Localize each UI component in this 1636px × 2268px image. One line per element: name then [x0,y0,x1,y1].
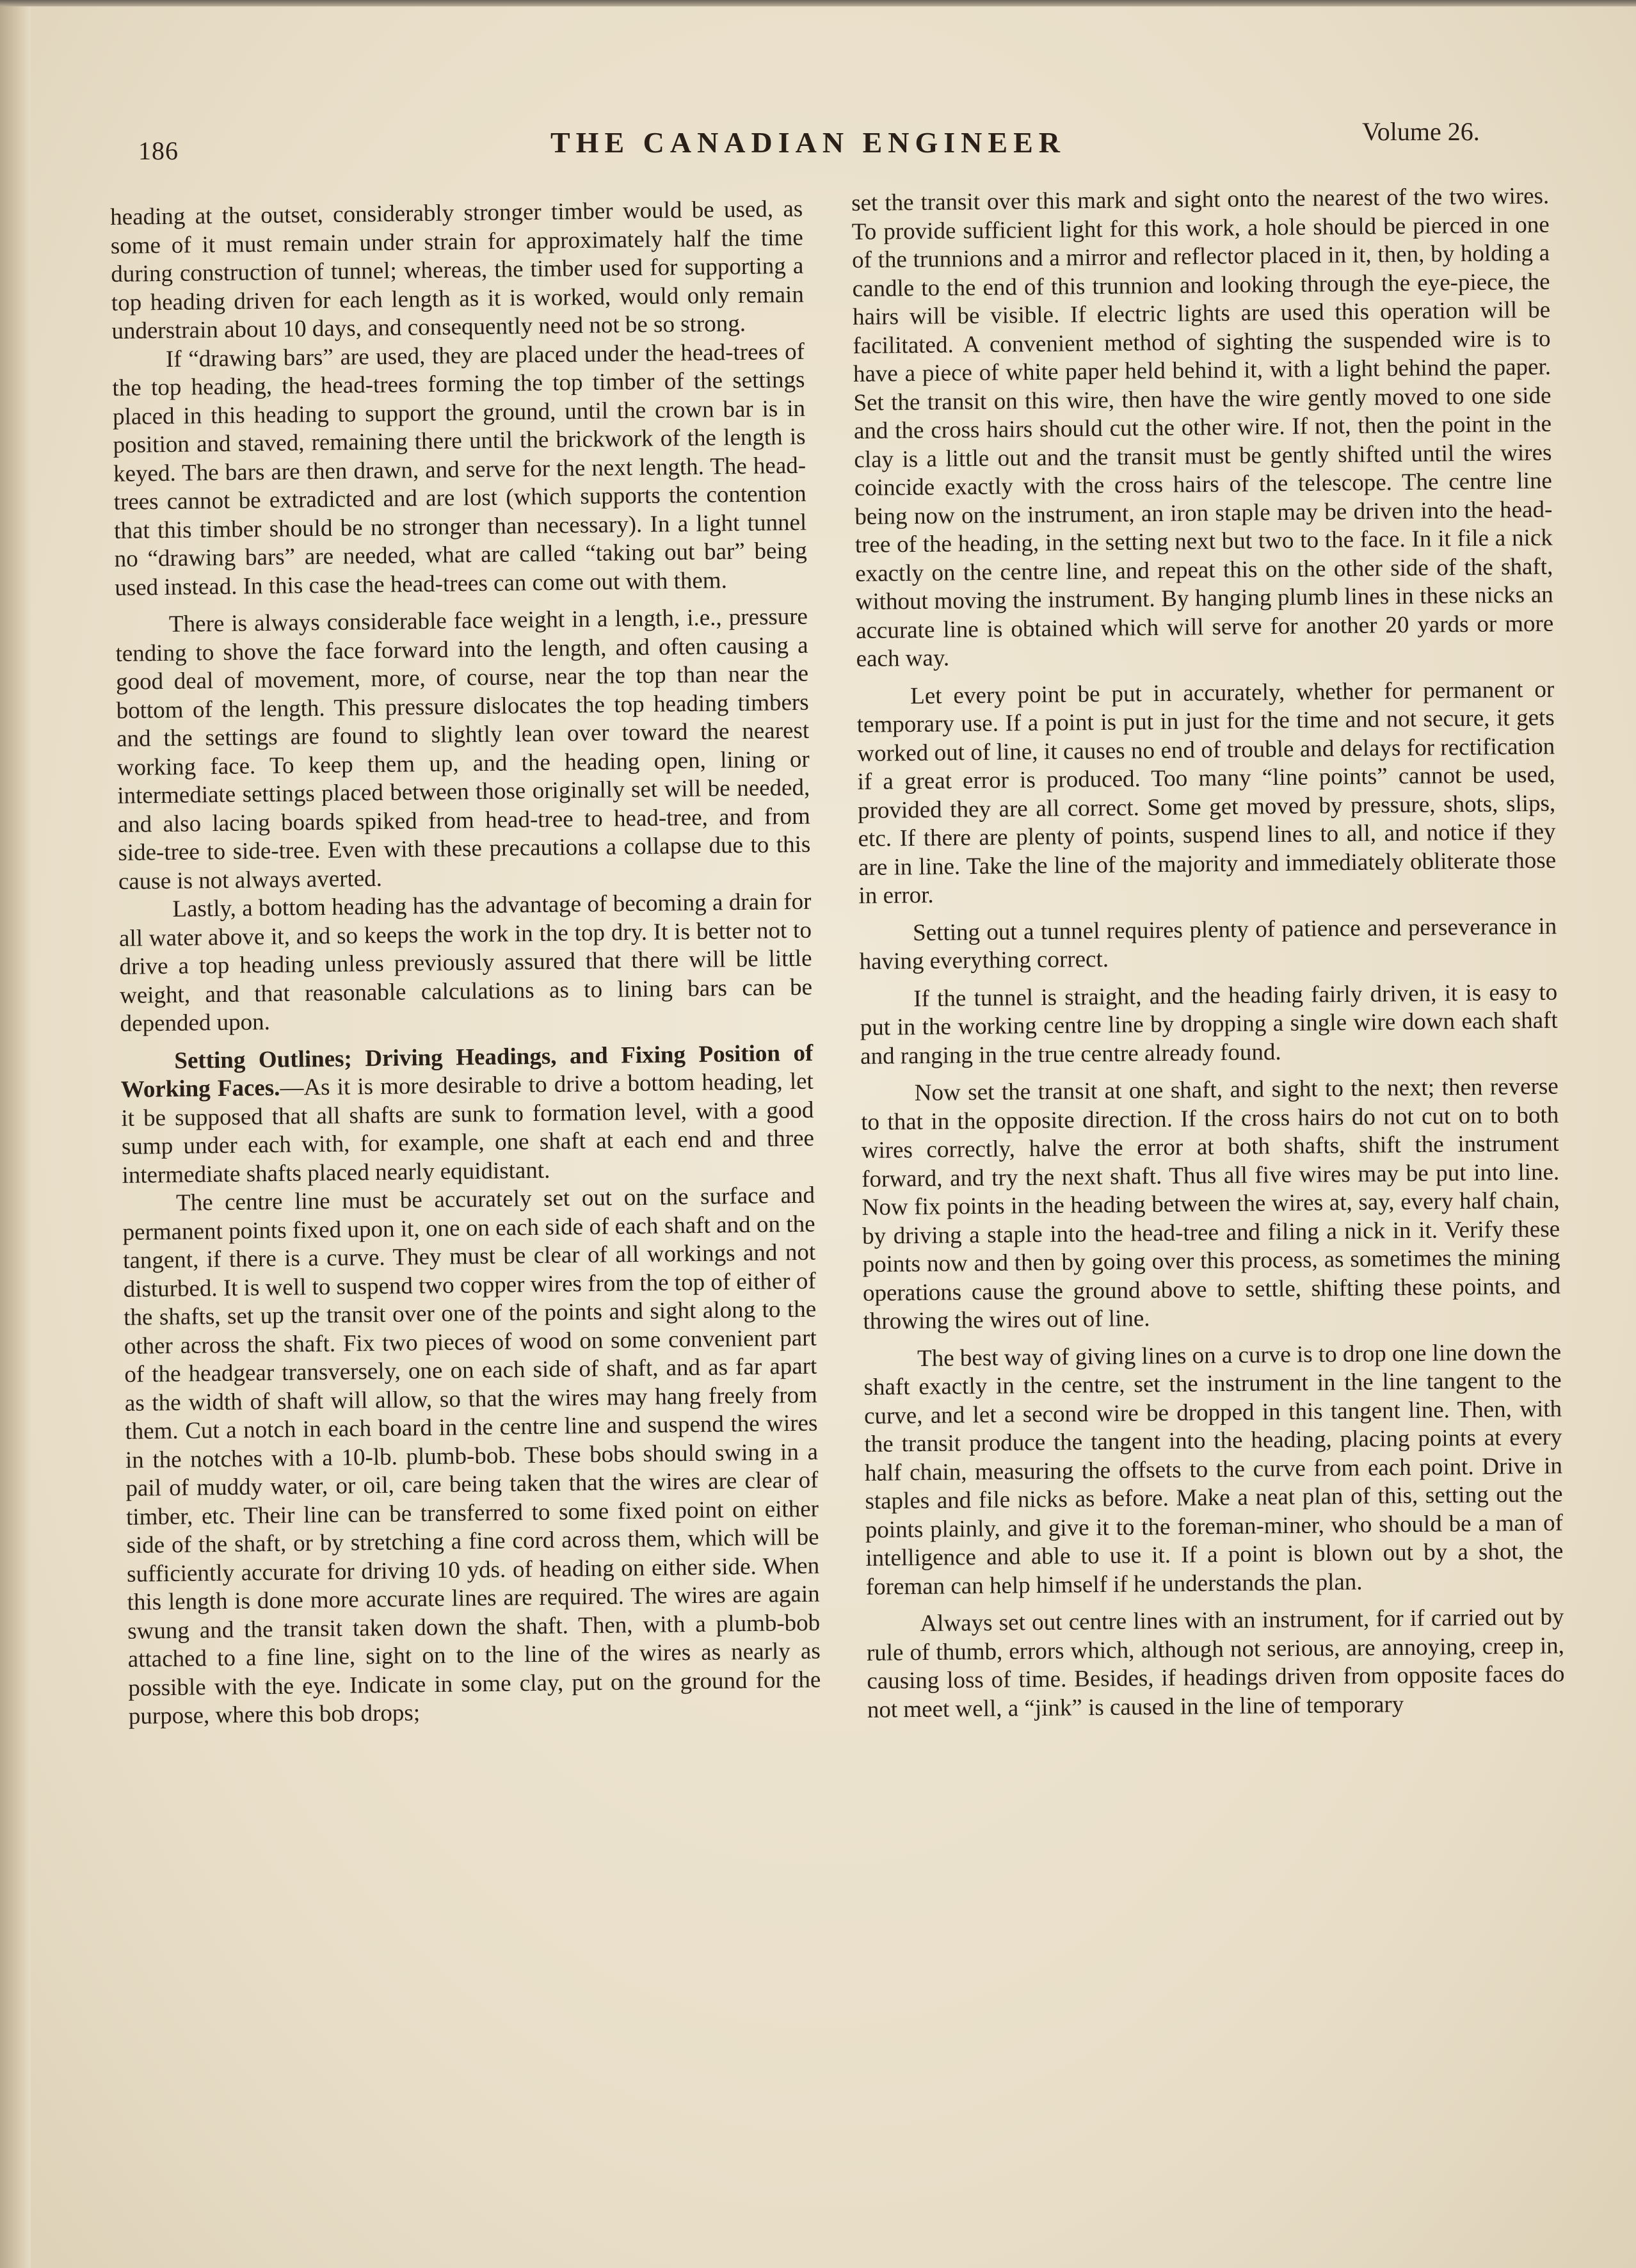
page-number: 186 [138,136,179,165]
journal-title: THE CANADIAN ENGINEER [550,126,1066,159]
section-paragraph [120,1039,815,1190]
page-header [0,0,1636,166]
left-column [110,195,821,1732]
page-binding [0,0,31,2268]
paragraph: The best way of giving lines on a curve is to drop one line down the shaft exactly in the centre, set the instrument in the line tangent to the curve, and let a second wire be dropped in this tangent line. Then, with the transit produce the tangent into the heading, placing points at every half chain, measuring the offsets to the curve from each point. Drive in staples and file nicks as before. Make a neat plan of this, setting out the points plainly, and give it to the foreman-miner, who should be a man of intelligence and able to use it. If a point is blown out by a shot, the foreman can help himself if he understands the plan. [863,1338,1564,1600]
paragraph: heading at the outset, considerably stronger timber would be used, as some of it must remain under strain for approximately half the time during construction of tunnel; whereas, the timber used for supporting a top heading driven for each length as it is worked, would only remain understrain about 10 days, and consequently need not be so strong. [110,195,805,344]
paragraph: If the tunnel is straight, and the heading fairly driven, it is easy to put in the working centre line by dropping a single wire down each shaft and ranging in the true centre already found. [860,979,1558,1070]
right-column [851,182,1565,1725]
section-heading: Setting Outlines; Driving Headings, and Fixing Position of Working Faces. [120,1040,814,1103]
paragraph: Lastly, a bottom heading has the advantage of becoming a drain for all water above it, and so keeps the work in the top dry. It is better not to drive a top heading unless previously assured that there will be little weight, and that reasonable calculations as to lining bars can be depended upon. [118,888,813,1037]
paragraph: Setting out a tunnel requires plenty of patience and perseverance in having everything correct. [859,913,1557,975]
paragraph: set the transit over this mark and sight onto the nearest of the two wires. To provide sufficient light for this work, a hole should be pierced in one of the trunnions and a mirror and reflector placed in it, then, by holding a candle to the end of this trunnion and looking through the eye-piece, the hairs will be visible. If electric lights are used this operation will be facilitated. A convenient method of sighting the suspended wire is to have a piece of white paper held behind it, with a light behind the paper. Set the transit on this wire, then have the wire gently moved to one side and the cross hairs should cut the other wire. If not, then the point in the clay is a little out and the transit must be gently shifted until the wires coincide exactly with the cross hairs of the telescope. The centre line being now on the instrument, an iron staple may be driven into the head-tree of the heading, in the setting next but two to the face. In it file a nick exactly on the centre line, and repeat this on the other side of the shaft, without moving the instrument. By hanging plumb lines in these nicks an accurate line is obtained which will serve for another 20 yards or more each way. [851,182,1554,672]
paragraph: The centre line must be accurately set out on the surface and permanent points fixed upon it, one on each side of each shaft and on the tangent, if there is a curve. They must be clear of all workings and not disturbed. It is well to suspend two copper wires from the top of either of the shafts, set up the transit over one of the points and sight along to the other across the shaft. Fix two pieces of wood on some convenient part of the headgear transversely, one on each side of shaft, and as far apart as the width of shaft will allow, so that the wires may hang freely from them. Cut a notch in each board in the centre line and suspend the wires in the notches with a 10-lb. plumb-bob. These bobs should swing in a pail of muddy water, or oil, care being taken that the wires are clear of timber, etc. Their line can be transferred to some fixed point on either side of the shaft, or by stretching a fine cord across them, which will be sufficiently accurate for driving 10 yds. of heading on either side. When this length is done more accurate lines are required. The wires are again swung and the transit taken down the shaft. Then, with a plumb-bob attached to a fine line, sight on to the line of the wires as nearly as possible with the eye. Indicate in some clay, put on the ground for the purpose, where this bob drops; [122,1182,821,1730]
paragraph: Let every point be put in accurately, whether for permanent or temporary use. If a point is put in just for the time and not secure, it gets worked out of line, it causes no end of trouble and delays for rectification if a great error is produced. Too many “line points” cannot be used, provided they are all correct. Some get moved by pressure, shots, slips, etc. If there are plenty of points, suspend lines to all, and notice if they are in line. Take the line of the majority and immediately obliterate those in error. [856,676,1557,909]
paragraph: Always set out centre lines with an instrument, for if carried out by rule of thumb, errors which, although not serious, are annoying, creep in, causing loss of time. Besides, if headings driven from opposite faces do not meet well, a “jink” is caused in the line of temporary [866,1604,1565,1723]
volume-label: Volume 26. [1362,117,1480,146]
paragraph: Now set the transit at one shaft, and sight to the next; then reverse to that in the opposite direction. If the cross hairs do not cut on to both wires correctly, halve the error at both shafts, shift the instrument forward, and try the next shaft. Thus all five wires may be put into line. Now fix points in the heading between the wires at, say, every half chain, by driving a staple into the head-tree and filing a nick in it. Verify these points now and then by going over this process, as sometimes the mining operations cause the ground above to settle, shifting these points, and throwing the wires out of line. [861,1073,1561,1335]
paragraph: There is always considerable face weight in a length, i.e., pressure tending to shove the face forward into the length, and often causing a good deal of movement, more, of course, near the top than near the bottom of the length. This pressure dislocates the top heading timbers and the settings are found to slightly lean over toward the nearest working face. To keep them up, and the heading open, lining or intermediate settings placed between those originally set will be needed, and also lacing boards spiked from head-tree to head-tree, and from side-tree to side-tree. Even with these precautions a collapse due to this cause is not always averted. [115,603,811,895]
paragraph: If “drawing bars” are used, they are placed under the head-trees of the top heading, the head-trees forming the top timber of the settings placed in this heading to support the ground, until the crown bar is in position and staved, remaining there until the brickwork of the length is keyed. The bars are then drawn, and serve for the next length. The head-trees cannot be extradicted and are lost (which supports the contention that this timber should be no stronger than necessary). In a light tunnel no “drawing bars” are needed, what are called “taking out bar” being used instead. In this case the head-trees can come out with them. [112,338,807,601]
section-text: —As it is more desirable to drive a bottom heading, let it be supposed that all shafts are sunk to formation level, with a good sump under each with, for example, one shaft at each end and three intermediate shafts placed nearly equidistant. [121,1068,815,1189]
